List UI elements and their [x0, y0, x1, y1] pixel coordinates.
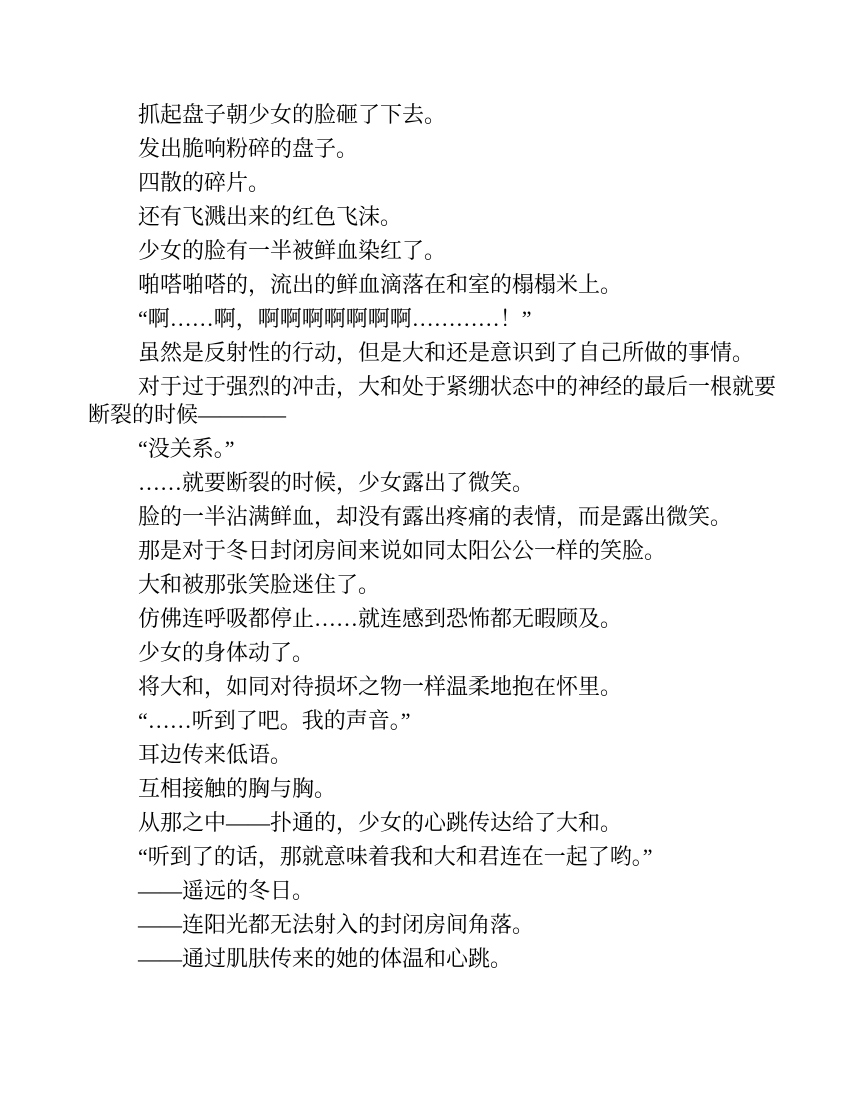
text-line: 互相接触的胸与胸。: [138, 776, 337, 801]
text-line: 少女的脸有一半被鲜血染红了。: [138, 238, 447, 263]
text-line: 啪嗒啪嗒的，流出的鲜血滴落在和室的榻榻米上。: [138, 272, 623, 297]
text-line: 少女的身体动了。: [138, 640, 315, 665]
text-line: “……听到了吧。我的声音。”: [138, 708, 411, 733]
text-line: 虽然是反射性的行动，但是大和还是意识到了自己所做的事情。: [138, 340, 755, 365]
text-line: 大和被那张笑脸迷住了。: [138, 572, 381, 597]
text-line: 发出脆响粉碎的盘子。: [138, 136, 359, 161]
novel-text-block: [88, 101, 810, 973]
text-line: 那是对于冬日封闭房间来说如同太阳公公一样的笑脸。: [138, 538, 667, 563]
text-line: ……就要断裂的时候，少女露出了微笑。: [138, 470, 535, 495]
text-line: 耳边传来低语。: [138, 742, 293, 767]
text-line: 从那之中——扑通的，少女的心跳传达给了大和。: [138, 810, 623, 835]
text-line: 还有飞溅出来的红色飞沫。: [138, 204, 403, 229]
text-line: “没关系。”: [138, 436, 235, 461]
text-line: 将大和，如同对待损坏之物一样温柔地抱在怀里。: [138, 674, 623, 699]
text-line: “啊……啊，啊啊啊啊啊啊啊…………！”: [138, 306, 532, 331]
text-line: 抓起盘子朝少女的脸砸了下去。: [138, 102, 447, 127]
text-line: 脸的一半沾满鲜血，却没有露出疼痛的表情，而是露出微笑。: [138, 504, 733, 529]
text-line: “听到了的话，那就意味着我和大和君连在一起了哟。”: [138, 844, 653, 869]
text-line: 仿佛连呼吸都停止……就连感到恐怖都无暇顾及。: [138, 606, 623, 631]
text-line-continuation: 断裂的时候————: [88, 402, 287, 427]
text-line: ——遥远的冬日。: [138, 878, 315, 903]
text-line: ——连阳光都无法射入的封闭房间角落。: [138, 912, 535, 937]
text-line: 四散的碎片。: [138, 170, 271, 195]
text-line: ——通过肌肤传来的她的体温和心跳。: [138, 946, 513, 971]
text-line: 对于过于强烈的冲击，大和处于紧绷状态中的神经的最后一根就要: [138, 374, 777, 399]
